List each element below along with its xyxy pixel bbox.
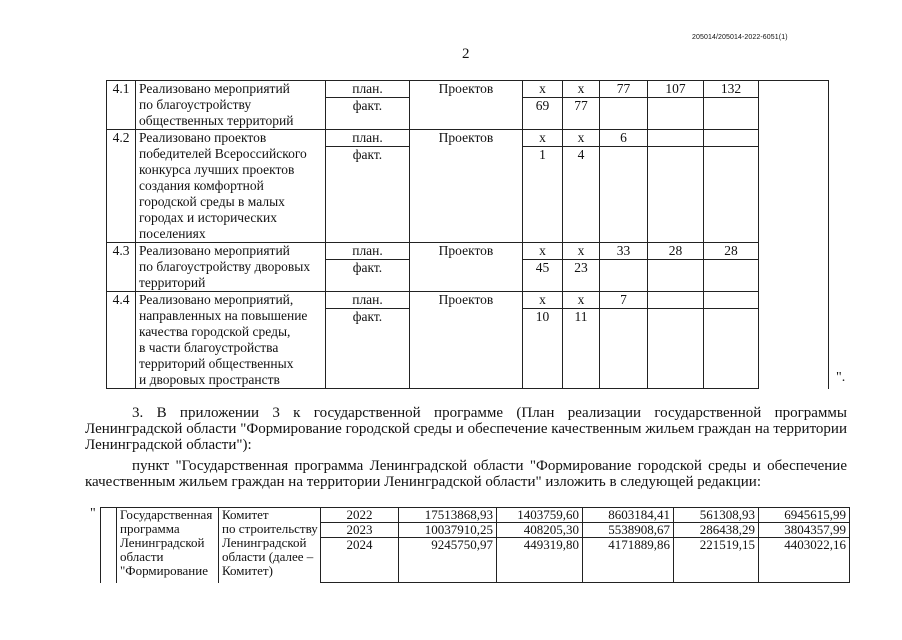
amount-cell: 17513868,93 xyxy=(399,508,497,523)
value-cell: 28 xyxy=(704,243,759,260)
financing-table xyxy=(100,507,850,583)
value-cell: 33 xyxy=(600,243,648,260)
value-cell xyxy=(600,98,648,130)
plan-label: план. xyxy=(326,81,410,98)
value-cell: х xyxy=(563,81,600,98)
value-cell: 11 xyxy=(563,309,600,389)
value-cell: 77 xyxy=(600,81,648,98)
unit-cell: Проектов xyxy=(410,81,523,130)
paragraph-amendment-3: 3. В приложении 3 к государственной программе (План реализации государственной программы Ленинградской области "Формирование городской среды и обеспечение качественным жильем граждан на территории Ленинградской области"): xyxy=(85,405,847,453)
fact-label: факт. xyxy=(326,309,410,389)
value-cell: х xyxy=(523,243,563,260)
value-cell: 28 xyxy=(648,243,704,260)
value-cell: х xyxy=(523,292,563,309)
value-cell xyxy=(704,98,759,130)
value-cell: х xyxy=(563,243,600,260)
value-cell: 1 xyxy=(523,147,563,243)
opening-quote: " xyxy=(90,506,96,521)
value-cell: 69 xyxy=(523,98,563,130)
indicator-name: Реализовано мероприятий по благоустройству дворовых территорий xyxy=(136,243,326,292)
amount-cell: 408205,30 xyxy=(497,523,583,538)
value-cell xyxy=(704,147,759,243)
unit-cell: Проектов xyxy=(410,130,523,243)
value-cell: х xyxy=(563,130,600,147)
table-row xyxy=(107,292,829,309)
value-cell: 132 xyxy=(704,81,759,98)
amount-cell: 1403759,60 xyxy=(497,508,583,523)
row-number: 4.2 xyxy=(107,130,136,243)
year-cell: 2024 xyxy=(321,538,399,583)
year-cell: 2022 xyxy=(321,508,399,523)
value-cell: х xyxy=(523,130,563,147)
value-cell: 45 xyxy=(523,260,563,292)
table-row xyxy=(107,243,829,260)
value-cell xyxy=(704,260,759,292)
program-name: Государственная программа Ленинградской области "Формирование xyxy=(117,508,219,583)
plan-label: план. xyxy=(326,243,410,260)
table-row xyxy=(107,81,829,98)
indicators-table xyxy=(106,80,829,389)
year-cell: 2023 xyxy=(321,523,399,538)
row-number: 4.3 xyxy=(107,243,136,292)
amount-cell: 5538908,67 xyxy=(583,523,674,538)
value-cell: 10 xyxy=(523,309,563,389)
page-number: 2 xyxy=(462,46,470,62)
value-cell: х xyxy=(523,81,563,98)
value-cell: 6 xyxy=(600,130,648,147)
indicator-name: Реализовано проектов победителей Всероссийского конкурса лучших проектов создания комфортной городской среды в малых городах и исторических поселениях xyxy=(136,130,326,243)
value-cell xyxy=(648,260,704,292)
row-number: 4.1 xyxy=(107,81,136,130)
plan-label: план. xyxy=(326,292,410,309)
value-cell xyxy=(648,130,704,147)
amount-cell: 6945615,99 xyxy=(759,508,850,523)
value-cell xyxy=(600,260,648,292)
amount-cell: 561308,93 xyxy=(674,508,759,523)
value-cell xyxy=(704,130,759,147)
fact-label: факт. xyxy=(326,260,410,292)
paragraph-item: пункт "Государственная программа Ленинградской области "Формирование городской среды и обеспечение качественным жильем граждан на территории Ленинградской области" изложить в следующей редакции: xyxy=(85,458,847,490)
value-cell: 107 xyxy=(648,81,704,98)
notes-column xyxy=(759,81,829,389)
value-cell xyxy=(648,309,704,389)
plan-label: план. xyxy=(326,130,410,147)
value-cell xyxy=(600,147,648,243)
closing-quote: ". xyxy=(836,370,846,385)
value-cell: 77 xyxy=(563,98,600,130)
table-row xyxy=(107,130,829,147)
amount-cell: 4171889,86 xyxy=(583,538,674,583)
row-number: 4.4 xyxy=(107,292,136,389)
unit-cell: Проектов xyxy=(410,292,523,389)
value-cell xyxy=(648,292,704,309)
amount-cell: 9245750,97 xyxy=(399,538,497,583)
amount-cell: 10037910,25 xyxy=(399,523,497,538)
blank-column xyxy=(101,508,117,583)
amount-cell: 4403022,16 xyxy=(759,538,850,583)
indicator-name: Реализовано мероприятий по благоустройству общественных территорий xyxy=(136,81,326,130)
table-row xyxy=(101,508,850,523)
amount-cell: 449319,80 xyxy=(497,538,583,583)
executor-name: Комитет по строительству Ленинградской области (далее – Комитет) xyxy=(219,508,321,583)
amount-cell: 286438,29 xyxy=(674,523,759,538)
unit-cell: Проектов xyxy=(410,243,523,292)
document-id: 205014/205014-2022-6051(1) xyxy=(692,34,788,41)
value-cell: 23 xyxy=(563,260,600,292)
fact-label: факт. xyxy=(326,147,410,243)
fact-label: факт. xyxy=(326,98,410,130)
value-cell xyxy=(704,292,759,309)
indicator-name: Реализовано мероприятий, направленных на повышение качества городской среды, в части благоустройства территорий общественных и дворовых пространств xyxy=(136,292,326,389)
value-cell xyxy=(600,309,648,389)
amount-cell: 8603184,41 xyxy=(583,508,674,523)
amount-cell: 221519,15 xyxy=(674,538,759,583)
value-cell: 7 xyxy=(600,292,648,309)
value-cell: х xyxy=(563,292,600,309)
value-cell: 4 xyxy=(563,147,600,243)
value-cell xyxy=(704,309,759,389)
value-cell xyxy=(648,147,704,243)
amount-cell: 3804357,99 xyxy=(759,523,850,538)
value-cell xyxy=(648,98,704,130)
